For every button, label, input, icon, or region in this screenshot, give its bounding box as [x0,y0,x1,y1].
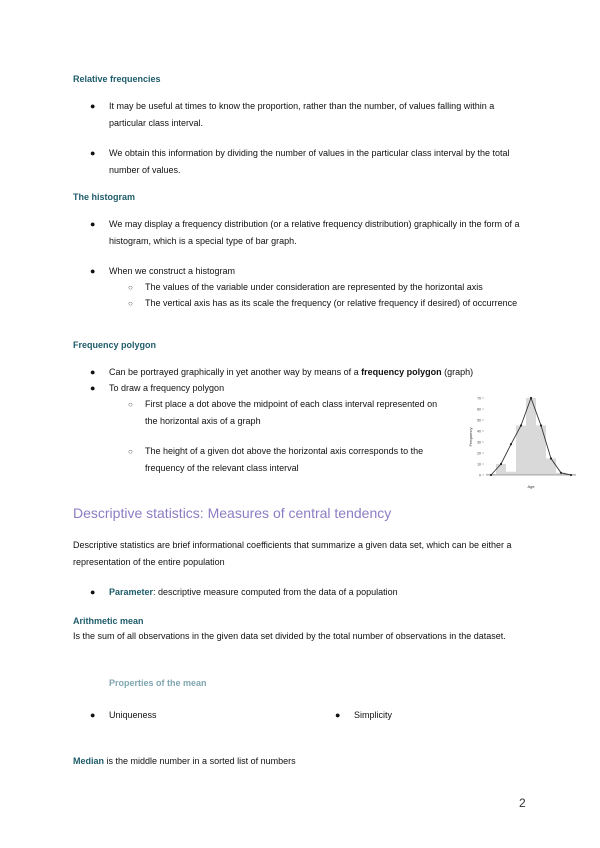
svg-text:Age: Age [527,484,535,489]
bullet-icon: ● [335,710,341,720]
bullet-icon: ● [90,587,96,597]
heading-frequency-polygon: Frequency polygon [73,340,157,350]
bullet-icon: ● [90,148,96,158]
svg-text:30: 30 [477,440,481,445]
bullet-item: ● We may display a frequency distribution (or a relative frequency distribution) graphically in the form of a histogram, which is a special type of bar graph. [90,216,530,250]
circle-bullet-icon: ○ [128,299,133,308]
bullet-item: ● It may be useful at times to know the proportion, rather than the number, of values falling within a particular class interval. [90,98,530,132]
bullet-item: ● Parameter: descriptive measure computed from the data of a population [90,584,530,601]
bullet-icon: ● [90,367,96,377]
svg-text:70: 70 [477,396,481,401]
circle-bullet-icon: ○ [128,400,133,409]
circle-bullet-icon: ○ [128,283,133,292]
paragraph-intro: Descriptive statistics are brief informational coefficients that summarize a given data set, which can be either a representation of the entire population [73,540,512,567]
bullet-icon: ● [90,710,96,720]
bullet-item: ● Can be portrayed graphically in yet another way by means of a frequency polygon (graph) [90,364,530,381]
bullet-icon: ● [90,101,96,111]
svg-text:Frequency: Frequency [468,427,473,447]
heading-properties-of-mean: Properties of the mean [109,678,207,688]
circle-bullet-icon: ○ [128,447,133,456]
svg-text:40: 40 [477,429,481,434]
sub-bullet-item: ○ The values of the variable under consideration are represented by the horizontal axis [128,279,538,296]
page-number: 2 [519,796,526,810]
bullet-icon: ● [90,266,96,276]
sub-bullet-item: ○ First place a dot above the midpoint of each class interval represented on the horizontal axis of a graph [128,396,448,430]
bullet-item: ● To draw a frequency polygon [90,380,530,397]
term-median: Median [73,756,105,766]
svg-text:20: 20 [477,451,481,456]
heading-descriptive-statistics: Descriptive statistics: Measures of central tendency [73,505,392,521]
heading-histogram: The histogram [73,192,136,202]
bold-term: frequency polygon [361,367,442,377]
bullet-icon: ● [90,383,96,393]
bullet-item: ● Uniqueness [90,707,290,724]
paragraph-median: Median is the middle number in a sorted list of numbers [73,756,296,766]
bullet-item: ● Simplicity [335,707,535,724]
heading-relative-frequencies: Relative frequencies [73,74,161,84]
bullet-icon: ● [90,219,96,229]
sub-bullet-item: ○ The vertical axis has as its scale the frequency (or relative frequency if desired) of occurrence [128,295,538,312]
svg-text:50: 50 [477,418,481,423]
bullet-item: ● We obtain this information by dividing the number of values in the particular class interval by the total number of values. [90,145,530,179]
svg-text:0: 0 [479,473,481,478]
svg-text:10: 10 [477,462,481,467]
term-parameter: Parameter [109,587,154,597]
bullet-item: ● When we construct a histogram [90,263,530,280]
svg-text:60: 60 [477,407,481,412]
heading-arithmetic-mean: Arithmetic mean [73,616,144,626]
sub-bullet-item: ○ The height of a given dot above the horizontal axis corresponds to the frequency of the relevant class interval [128,443,448,477]
histogram-frequency-polygon-chart [466,392,581,492]
paragraph-mean-definition: Is the sum of all observations in the given data set divided by the total number of observations in the dataset. [73,631,506,641]
